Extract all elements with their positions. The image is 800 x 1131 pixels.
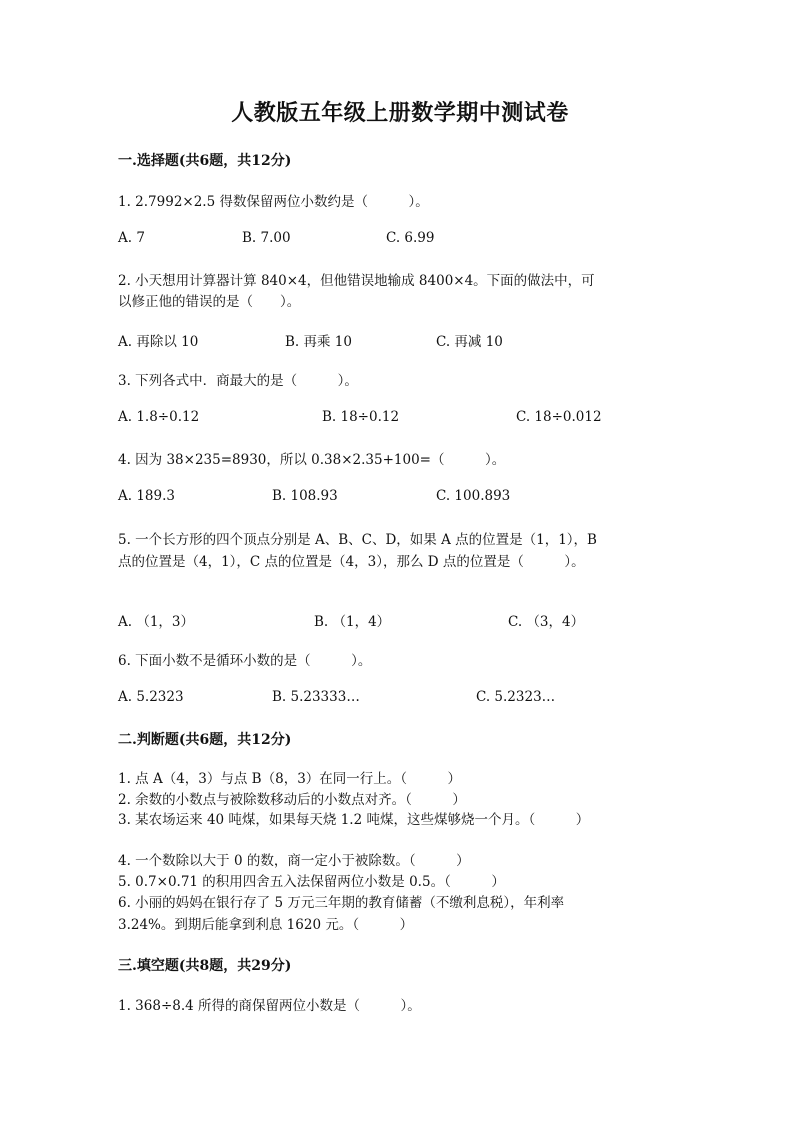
- judgement-1: 1. 点 A（4，3）与点 B（8，3）在同一行上。（ ）: [118, 771, 462, 787]
- question-4-stem: 4. 因为 38×235=8930，所以 0.38×2.35+100=（ ）。: [118, 452, 506, 468]
- question-6-option-b: B. 5.23333…: [272, 689, 360, 705]
- judgement-2: 2. 余数的小数点与被除数移动后的小数点对齐。（ ）: [118, 792, 466, 808]
- question-2-option-a: A. 再除以 10: [118, 334, 199, 350]
- question-3-option-c: C. 18÷0.012: [516, 409, 602, 425]
- judgement-4: 4. 一个数除以大于 0 的数，商一定小于被除数。（ ）: [118, 853, 470, 869]
- section-heading-choice: 一.选择题(共6题，共12分): [118, 153, 292, 169]
- question-1-option-b: B. 7.00: [242, 230, 291, 246]
- question-5-option-b: B. （1，4）: [314, 614, 391, 630]
- question-2-stem-line1: 2. 小天想用计算器计算 840×4，但他错误地输成 8400×4。下面的做法中，可: [118, 273, 595, 289]
- question-5-option-c: C. （3，4）: [508, 614, 585, 630]
- question-2-option-c: C. 再减 10: [436, 334, 503, 350]
- question-4-option-a: A. 189.3: [118, 488, 175, 504]
- question-6-option-a: A. 5.2323: [118, 689, 184, 705]
- question-3-option-a: A. 1.8÷0.12: [118, 409, 200, 425]
- question-1-stem: 1. 2.7992×2.5 得数保留两位小数约是（ ）。: [118, 194, 429, 210]
- question-5-stem-line1: 5. 一个长方形的四个顶点分别是 A、B、C、D，如果 A 点的位置是（1，1），B: [118, 532, 597, 548]
- question-2-option-b: B. 再乘 10: [285, 334, 352, 350]
- judgement-5: 5. 0.7×0.71 的积用四舍五入法保留两位小数是 0.5。（ ）: [118, 874, 505, 890]
- question-5-stem-line2: 点的位置是（4，1），C 点的位置是（4，3），那么 D 点的位置是（ ）。: [118, 554, 585, 570]
- section-heading-judgement: 二.判断题(共6题，共12分): [118, 732, 292, 748]
- question-3-option-b: B. 18÷0.12: [322, 409, 400, 425]
- question-1-option-a: A. 7: [118, 230, 145, 246]
- question-4-option-c: C. 100.893: [436, 488, 511, 504]
- question-2-stem-line2: 以修正他的错误的是（ ）。: [118, 294, 301, 310]
- question-1-option-c: C. 6.99: [386, 230, 435, 246]
- question-6-stem: 6. 下面小数不是循环小数的是（ ）。: [118, 653, 372, 669]
- judgement-6-line2: 3.24%。到期后能拿到利息 1620 元。（ ）: [118, 917, 414, 933]
- question-6-option-c: C. 5.2323…: [476, 689, 556, 705]
- judgement-6-line1: 6. 小丽的妈妈在银行存了 5 万元三年期的教育储蓄（不缴利息税），年利率: [118, 895, 565, 911]
- fill-blank-1: 1. 368÷8.4 所得的商保留两位小数是（ ）。: [118, 998, 421, 1014]
- section-heading-fill-blank: 三.填空题(共8题，共29分): [118, 958, 292, 974]
- question-4-option-b: B. 108.93: [272, 488, 338, 504]
- question-3-stem: 3. 下列各式中．商最大的是（ ）。: [118, 373, 358, 389]
- judgement-3: 3. 某农场运来 40 吨煤，如果每天烧 1.2 吨煤，这些煤够烧一个月。（ ）: [118, 812, 590, 828]
- question-5-option-a: A. （1，3）: [118, 614, 195, 630]
- page-title: 人教版五年级上册数学期中测试卷: [231, 100, 569, 126]
